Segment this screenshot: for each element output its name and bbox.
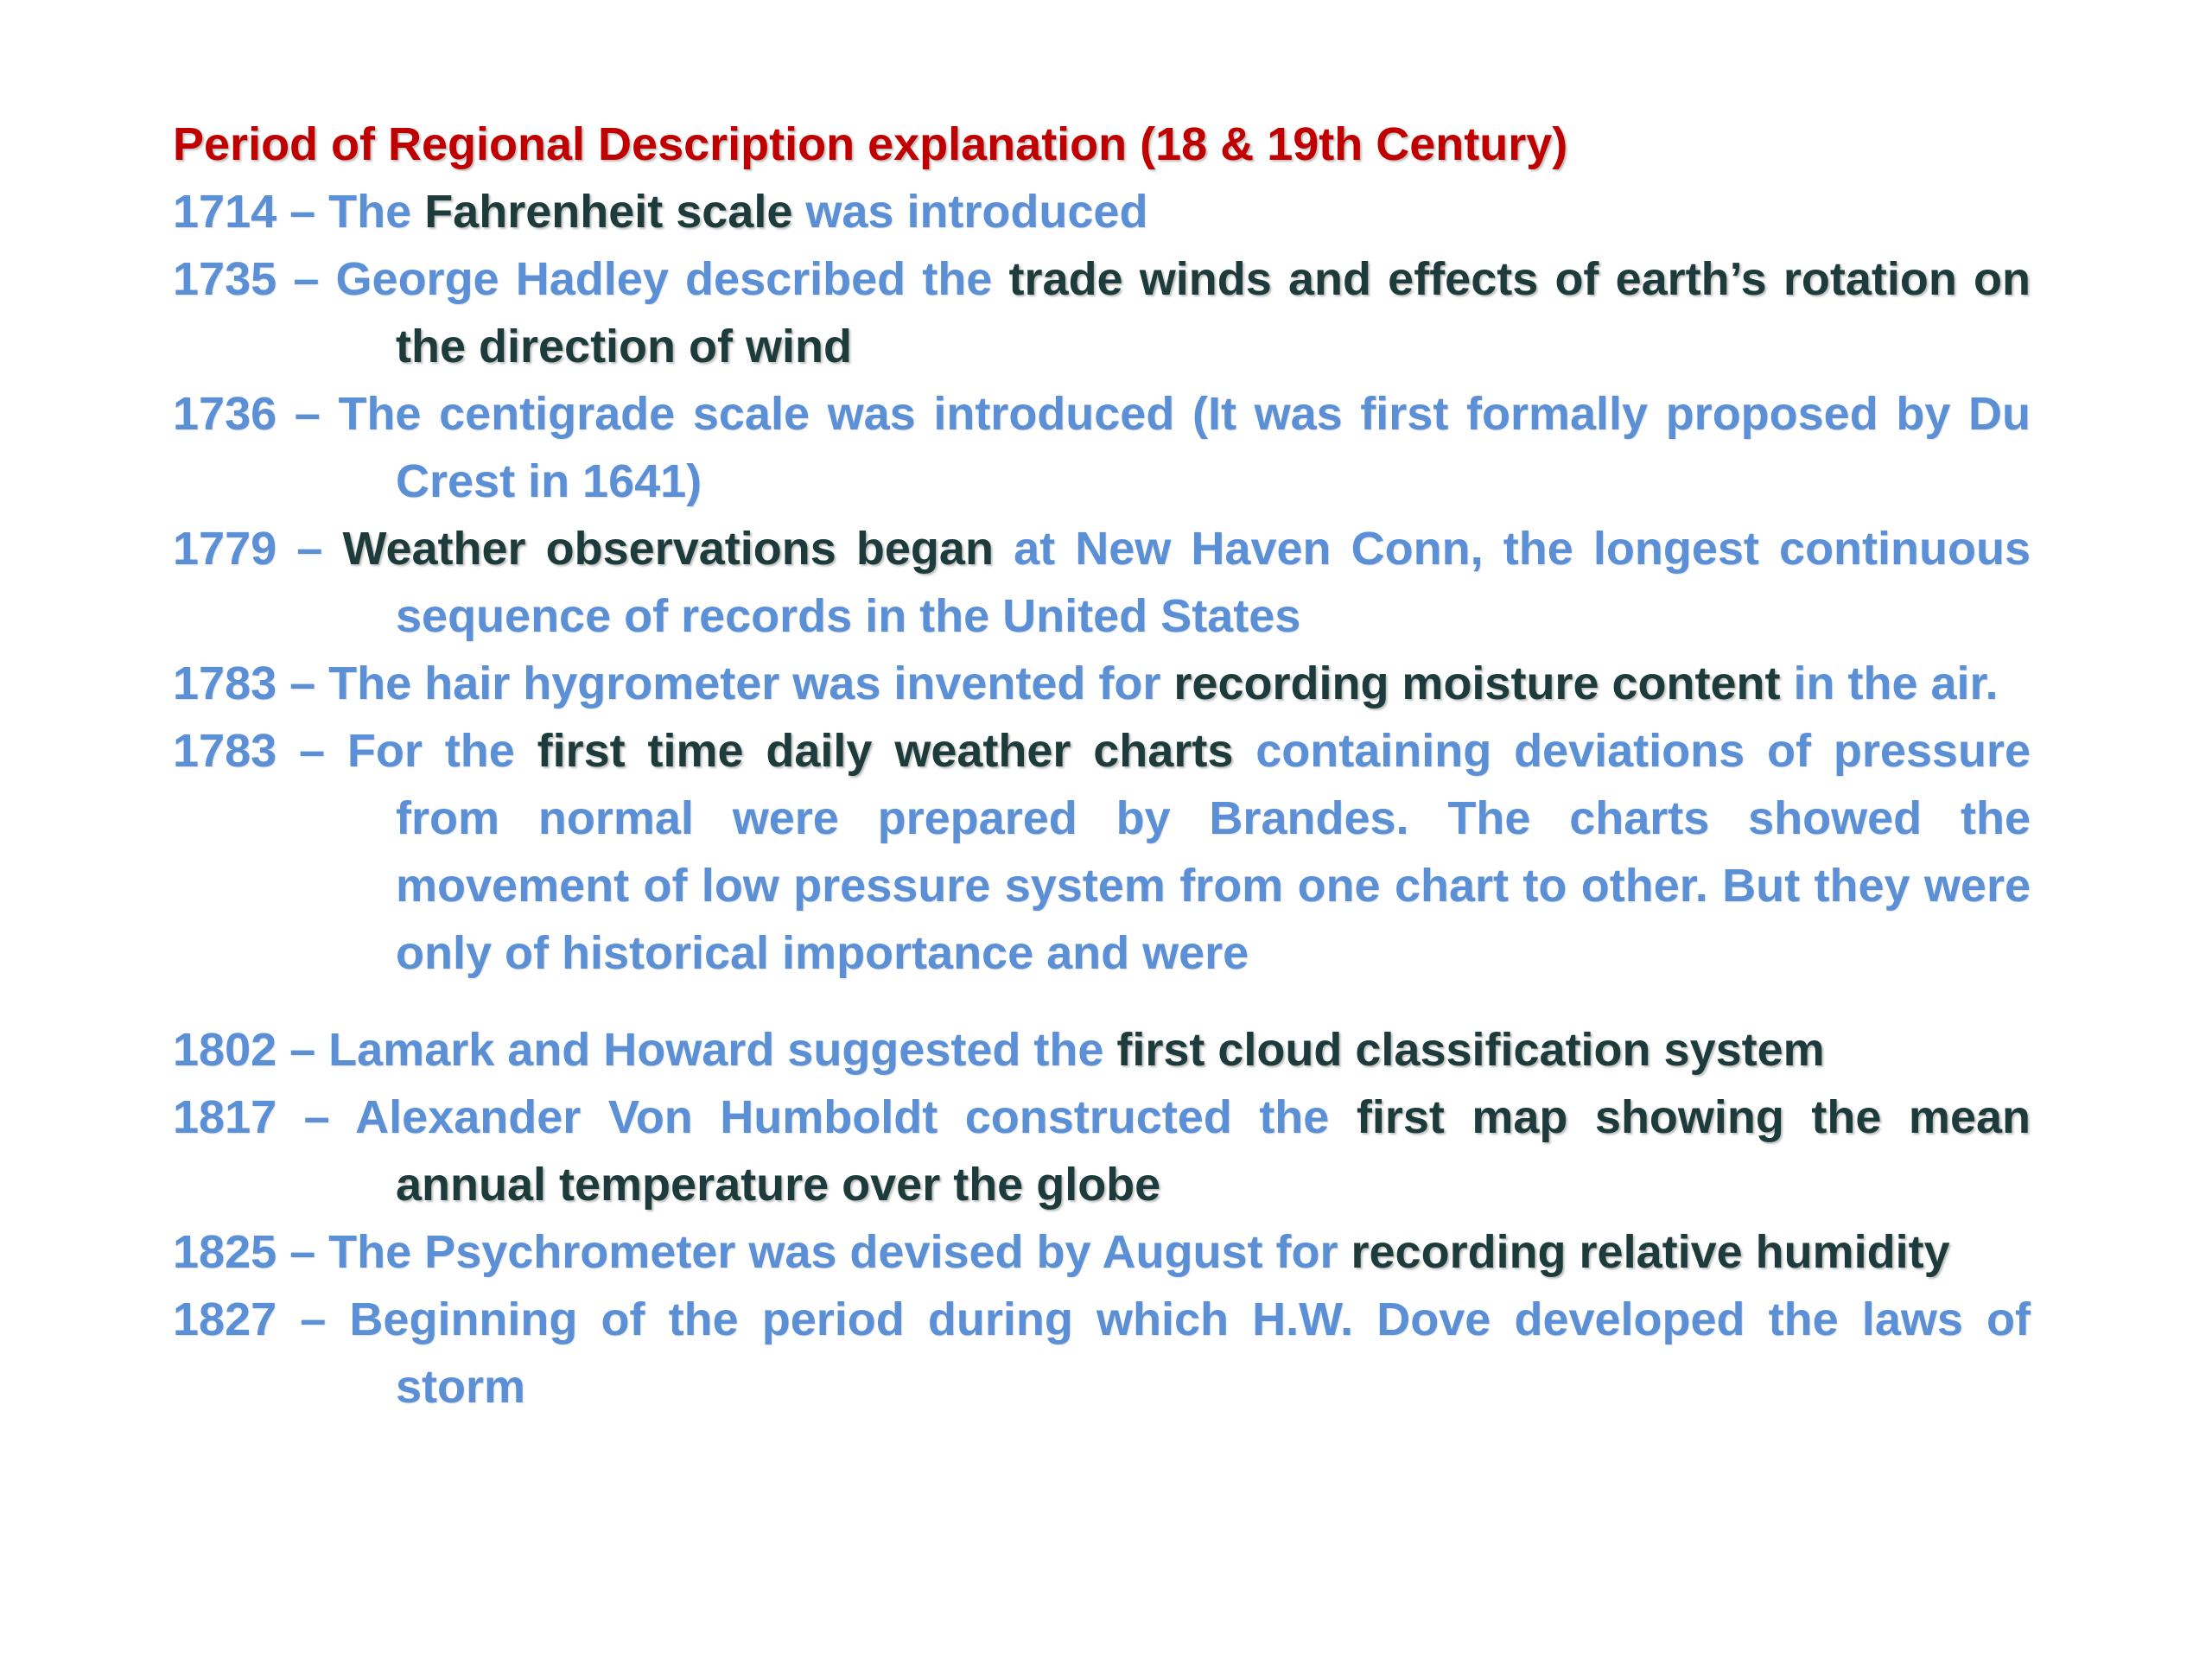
timeline-entry-1714 [173,178,2031,245]
entry-text-rest: containing deviations of pressure from normal were prepared by Brandes. The charts showed the movement of low pressure system from one chart to other. But they were only of historical importance and were [396,725,2031,979]
entry-text: 1825 – The Psychrometer was devised by August for [173,1226,1351,1278]
timeline-entry-1817 [173,1084,2031,1218]
entry-text: 1779 – [173,523,343,575]
entry-highlight: recording moisture content [1173,658,1781,709]
entry-text-rest: in the air. [1780,658,1999,709]
timeline-entry-1779 [173,515,2031,650]
entry-text-rest: at New Haven Conn, the longest continuous sequence of records in the United States [396,523,2031,642]
timeline-entry-1827 [173,1286,2031,1421]
entry-highlight: Weather observations began [342,523,994,575]
entry-text: 1735 – George Hadley described the [173,253,1009,305]
entry-highlight: Fahrenheit scale [424,186,793,238]
timeline-entry-1825 [173,1218,2031,1286]
entry-text: 1783 – The hair hygrometer was invented for [173,658,1174,709]
entry-highlight: trade winds and effects of earth’s rotation on the direction of wind [396,253,2031,372]
entry-highlight: first cloud classification system [1116,1024,1825,1076]
slide-title: Period of Regional Description explanation (18 & 19th Century) [173,118,1568,170]
slide-content [173,111,2031,1421]
entry-text: 1802 – Lamark and Howard suggested the [173,1024,1117,1076]
timeline-entry-1783-charts [173,717,2031,987]
entry-highlight: recording relative humidity [1351,1226,1950,1278]
timeline-entry-1736 [173,380,2031,515]
entry-text: 1783 – For the [173,725,537,777]
timeline-entry-1802 [173,1016,2031,1084]
entry-text: 1714 – The [173,186,425,238]
entry-text: 1827 – Beginning of the period during which H.W. Dove developed the laws of storm [173,1294,2031,1413]
entry-highlight: first map showing the mean annual temperature over the globe [396,1091,2031,1211]
entry-text: 1817 – Alexander Von Humboldt constructed the [173,1091,1357,1143]
timeline-entry-1783-hygrometer [173,650,2031,717]
entry-highlight: first time daily weather charts [537,725,1234,777]
timeline-entry-1735 [173,245,2031,380]
entry-text-rest: was introduced [792,186,1148,238]
entry-text: 1736 – The centigrade scale was introduced (It was first formally proposed by Du Crest in 1641) [173,388,2031,507]
